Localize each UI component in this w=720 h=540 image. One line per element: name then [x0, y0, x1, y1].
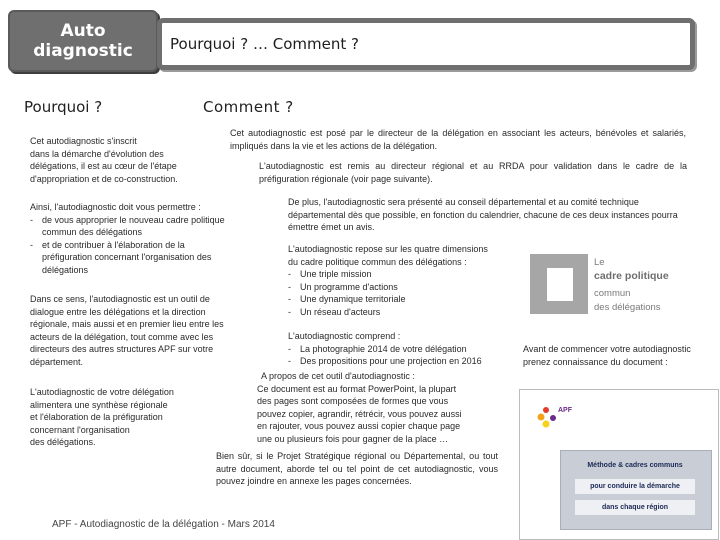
avant-commencer-text: Avant de commencer votre autodiagnostic prenez connaissance du document : — [523, 344, 691, 367]
list-item: - Une triple mission — [288, 268, 523, 281]
cadre-label-4: des délégations — [594, 302, 661, 313]
comment-paragraph-1: Cet autodiagnostic est posé par le directeur de la délégation en associant les acteurs, bénévoles et salariés, impliqués dans la vie et les actions de la délégation. — [230, 128, 686, 151]
text-line: et l'élaboration de la préfiguration — [30, 412, 163, 423]
section-title-line2: diagnostic — [33, 41, 133, 61]
dimensions-list — [288, 268, 523, 318]
cadre-label-3: commun — [594, 288, 631, 299]
text-line: du cadre politique commun des délégations : — [288, 256, 467, 267]
list-item: - Un réseau d'acteurs — [288, 306, 523, 319]
list-item: - Une dynamique territoriale — [288, 293, 523, 306]
comment-paragraph-2: L'autodiagnostic est remis au directeur régional et au RRDA pour validation dans le cadre de la préfiguration régionale (voir page suivante). — [259, 161, 687, 184]
cover-line-2: pour conduire la démarche — [590, 483, 680, 490]
list-item: - et de contribuer à l'élaboration de la préfiguration concernant l'organisation des délégations — [30, 239, 228, 277]
footer-text: APF - Autodiagnostic de la délégation - Mars 2014 — [52, 519, 275, 530]
comment-paragraph-7: Bien sûr, si le Projet Stratégique régional ou Départemental, ou tout autre document, aborde tel ou tel point de cet autodiagnostic, vous pouvez joindre en annexe les pages concernées. — [216, 451, 498, 487]
section-title-line1: Auto — [60, 21, 106, 41]
text-line: A propos de cet outil d'autodiagnostic : — [261, 371, 415, 381]
comment-paragraph-5 — [288, 330, 518, 368]
text-line: pouvez copier, agrandir, rétrécir, vous pouvez aussi — [257, 408, 462, 419]
list-item: - La photographie 2014 de votre délégation — [288, 343, 518, 356]
list-item: - Un programme d'actions — [288, 281, 523, 294]
pourquoi-list — [30, 214, 228, 277]
banner-title: Pourquoi ? … Comment ? — [170, 35, 359, 53]
text-line: Ce document est au format PowerPoint, la plupart — [257, 383, 457, 394]
text-line: Ainsi, l'autodiagnostic doit vous permettre : — [30, 202, 201, 212]
text-line: L'autodiagnostic comprend : — [288, 331, 401, 341]
text-line: Cet autodiagnostic s'inscrit — [30, 136, 137, 146]
pourquoi-heading: Pourquoi ? — [24, 98, 103, 116]
list-item: - de vous approprier le nouveau cadre politique commun des délégations — [30, 214, 228, 239]
apf-logo-text: APF — [558, 407, 572, 414]
cover-line-1: Méthode & cadres communs — [587, 462, 683, 469]
pourquoi-paragraph-4 — [30, 386, 220, 449]
cadre-label-1: Le — [594, 257, 605, 268]
comment-paragraph-4 — [288, 243, 523, 319]
text-line: d'appropriation et de co-construction. — [30, 173, 178, 184]
cover-line-3: dans chaque région — [601, 504, 669, 511]
comment-heading: Comment ? — [203, 98, 294, 116]
text-line: dans la démarche d'évolution des — [30, 148, 164, 159]
list-item: - Des propositions pour une projection en 2016 — [288, 355, 518, 368]
comment-paragraph-6 — [257, 370, 499, 446]
text-line: délégations, il est au cœur de l'étape — [30, 161, 177, 172]
text-line: des délégations. — [30, 437, 96, 448]
contents-list — [288, 343, 518, 368]
comment-paragraph-3: De plus, l'autodiagnostic sera présenté au conseil départemental et au comité technique départemental dès que possible, en fonction du calendrier, chacune de ces deux instances pourra émettre émet un avis. — [288, 197, 678, 233]
text-line: alimentera une synthèse régionale — [30, 399, 168, 410]
pourquoi-paragraph-3: Dans ce sens, l'autodiagnostic est un outil de dialogue entre les délégations et la direction régionale, mais aussi et en premier lieu entre les acteurs de la délégation, tout comme avec les directeurs des autres structures APF sur votre département. — [30, 294, 224, 367]
text-line: des pages sont composées de formes que vous — [257, 396, 449, 407]
cadre-politique-graphic-inner — [547, 268, 573, 301]
pourquoi-paragraph-1 — [30, 135, 230, 185]
section-title-box — [8, 10, 158, 72]
text-line: en rajouter, vous pouvez aussi copier chaque page — [257, 421, 461, 432]
pourquoi-paragraph-2 — [30, 201, 228, 277]
text-line: une ou plusieurs fois pour gagner de la place … — [257, 433, 449, 444]
text-line: L'autodiagnostic de votre délégation — [30, 387, 174, 397]
text-line: L'autodiagnostic repose sur les quatre dimensions — [288, 244, 488, 254]
cadre-label-2: cadre politique — [594, 270, 669, 282]
text-line: concernant l'organisation — [30, 424, 130, 435]
